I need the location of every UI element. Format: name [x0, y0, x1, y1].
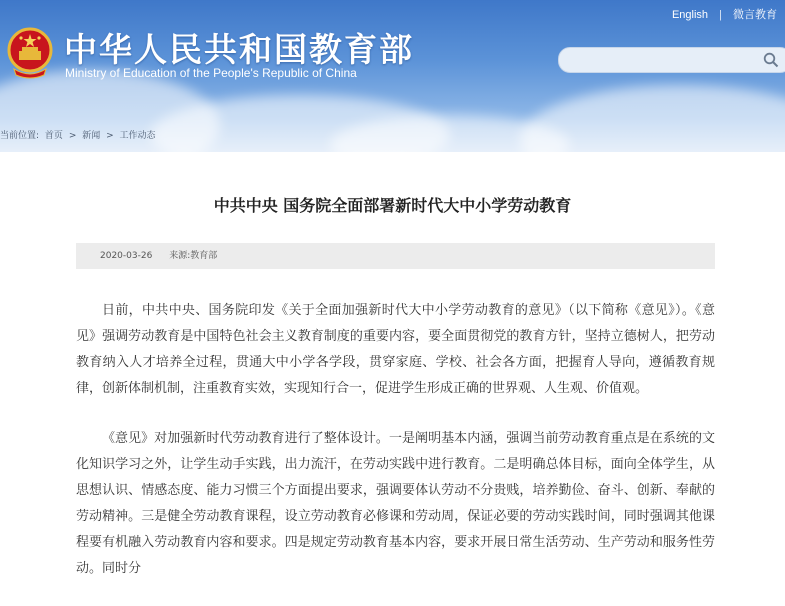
breadcrumb-separator: >: [106, 131, 114, 141]
breadcrumb-news[interactable]: 新闻: [82, 131, 101, 141]
breadcrumb-separator: >: [68, 131, 77, 141]
article-date: 2020-03-26: [100, 251, 153, 261]
national-emblem-icon[interactable]: [6, 25, 54, 79]
site-subtitle: Ministry of Education of the People's Republic of China: [65, 66, 357, 80]
article-meta: [76, 243, 715, 269]
search-box: [558, 47, 785, 73]
top-links: [672, 6, 777, 22]
site-title[interactable]: 中华人民共和国教育部: [64, 30, 414, 69]
breadcrumb: [0, 128, 159, 141]
breadcrumb-home[interactable]: 首页: [44, 131, 63, 141]
search-input[interactable]: [571, 48, 765, 72]
article-paragraph: 《意见》对加强新时代劳动教育进行了整体设计。一是阐明基本内涵，强调当前劳动教育重点是在系统的文化知识学习之外，让学生动手实践，出力流汗，在劳动实践中进行教育。二是明确总体目标，面向全体学生，从思想认识、情感态度、能力习惯三个方面提出要求，强调要体认劳动不分贵贱，培养勤俭、奋斗、创新、奉献的劳动精神。三是健全劳动教育课程，设立劳动教育必修课和劳动周，保证必要的劳动实践时间，同时强调其他课程要有机融入劳动教育内容和要求。四是规定劳动教育基本内容，要求开展日常生活劳动、生产劳动和服务性劳动。同时分: [76, 431, 715, 576]
search-icon[interactable]: [763, 52, 779, 68]
article-source: 来源:教育部: [169, 251, 218, 261]
link-separator: |: [719, 9, 722, 21]
article-paragraph: 日前，中共中央、国务院印发《关于全面加强新时代大中小学劳动教育的意见》（以下简称《意见》）。《意见》强调劳动教育是中国特色社会主义教育制度的重要内容，要全面贯彻党的教育方针，坚持立德树人，把劳动教育纳入人才培养全过程，贯通大中小学各学段，贯穿家庭、学校、社会各方面，把握育人导向，遵循教育规律，创新体制机制，注重教育实效，实现知行合一，促进学生形成正确的世界观、人生观、价值观。: [76, 303, 715, 396]
breadcrumb-work-updates[interactable]: 工作动态: [119, 131, 156, 141]
english-link[interactable]: English: [671, 9, 709, 21]
header-banner: [0, 0, 785, 152]
breadcrumb-prefix: 当前位置:: [0, 131, 40, 141]
article-title: 中共中央 国务院全面部署新时代大中小学劳动教育: [213, 196, 572, 215]
weibo-link[interactable]: 微言教育: [733, 9, 777, 21]
